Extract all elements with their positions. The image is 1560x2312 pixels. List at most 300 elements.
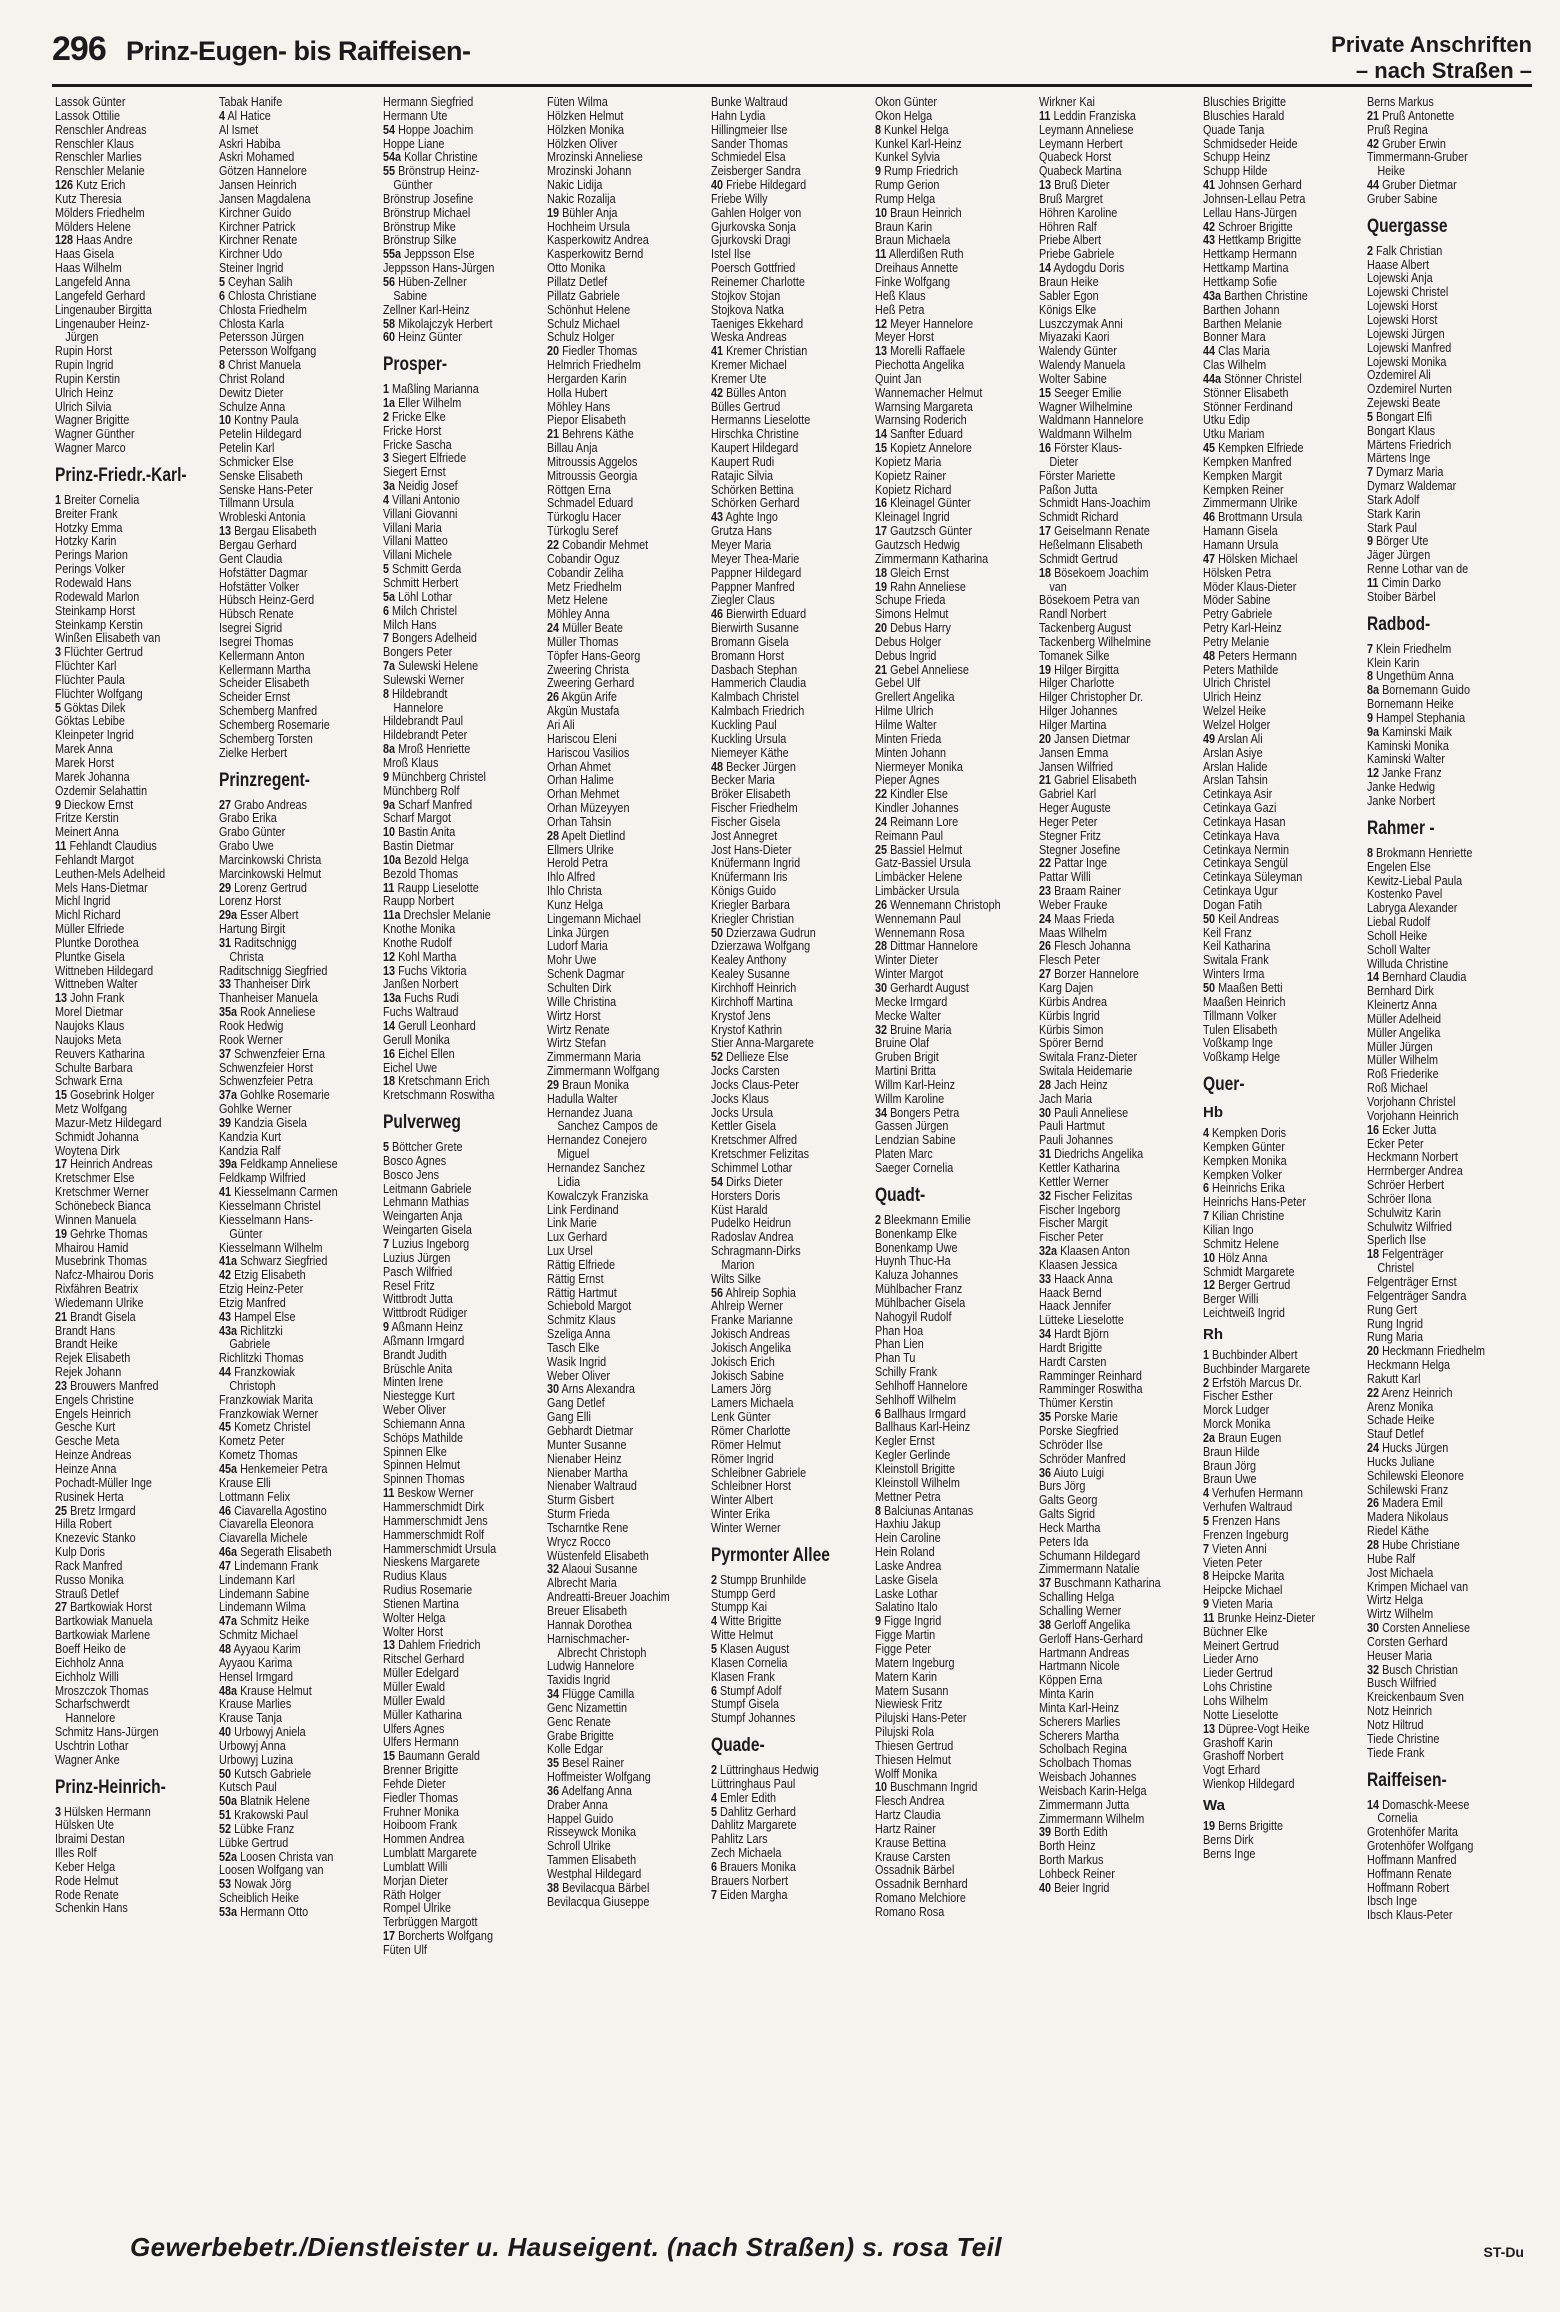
list-item	[1203, 262, 1366, 276]
resident-name: Holla Hubert	[547, 386, 608, 400]
list-item	[875, 1269, 1038, 1283]
list-item	[1367, 712, 1530, 726]
resident-name: Lojewski Christel	[1367, 286, 1449, 300]
list-item	[547, 110, 710, 124]
list-item	[1039, 1204, 1202, 1218]
list-item	[1367, 549, 1530, 563]
list-item	[1039, 1799, 1202, 1813]
list-item	[547, 456, 710, 470]
list-item	[1203, 1363, 1366, 1377]
resident-name: Königs Elke	[1039, 303, 1097, 317]
resident-name: Scholbach Thomas	[1039, 1757, 1132, 1771]
resident-name: Hensel Irmgard	[219, 1670, 294, 1684]
resident-name: Scholbach Regina	[1039, 1743, 1127, 1757]
list-item	[1367, 740, 1530, 754]
resident-name: Mroß Henriette	[398, 743, 471, 757]
house-number: 45	[219, 1421, 232, 1435]
resident-name: Lumblatt Margarete	[383, 1847, 477, 1861]
resident-name: Kohl Martha	[398, 950, 457, 964]
resident-name: Sturm Frieda	[547, 1508, 610, 1522]
list-item	[55, 1819, 218, 1833]
resident-name: Vieten Anni	[1212, 1542, 1267, 1556]
house-number: 41	[219, 1186, 232, 1200]
resident-name: Flesch Peter	[1039, 954, 1100, 968]
house-number: 6	[1203, 1182, 1210, 1196]
resident-name: Wennemann Paul	[875, 912, 961, 926]
list-item	[1039, 594, 1202, 608]
resident-name: Schleibner Horst	[711, 1480, 792, 1494]
house-number: 38	[1039, 1618, 1052, 1632]
resident-name: Dymarz Waldemar	[1367, 480, 1457, 494]
list-item	[55, 414, 218, 428]
resident-name: Grabo Günter	[219, 826, 286, 840]
list-item	[547, 788, 710, 802]
list-item	[1367, 1854, 1530, 1868]
list-item	[875, 705, 1038, 719]
resident-name: Barthen Christine	[1224, 289, 1308, 303]
resident-name: Zielke Herbert	[219, 746, 288, 760]
resident-name: Richlitzki	[240, 1324, 283, 1338]
list-item	[1039, 1508, 1202, 1522]
resident-name: Keil Andreas	[1218, 912, 1279, 926]
house-number: 30	[875, 982, 888, 995]
resident-name: Siegert Elfriede	[392, 452, 467, 466]
list-item	[383, 619, 546, 633]
resident-name: Schwenzfeier Erna	[234, 1047, 325, 1061]
resident-name: Apelt Dietlind	[561, 829, 626, 843]
resident-name: Lehmann Mathias	[383, 1196, 470, 1210]
house-number: 17	[383, 1930, 396, 1944]
list-item	[547, 996, 710, 1010]
house-number: 27	[219, 798, 232, 812]
list-item	[547, 1674, 710, 1688]
list-item	[1203, 1127, 1366, 1141]
resident-name: Kretschmer Felizitas	[711, 1148, 810, 1162]
list-item	[219, 428, 382, 442]
resident-name: Nienaber Waltraud	[547, 1480, 637, 1494]
list-item	[875, 1449, 1038, 1463]
resident-name: Busch Wilfried	[1367, 1677, 1437, 1691]
resident-name: Hochheim Ursula	[547, 220, 631, 234]
list-item	[55, 1408, 218, 1422]
resident-name: Hölzken Monika	[547, 123, 625, 137]
list-item	[1203, 110, 1366, 124]
list-item	[1367, 1124, 1530, 1138]
list-item	[1039, 193, 1202, 207]
list-item	[875, 1574, 1038, 1588]
resident-name: Chlosta Friedhelm	[219, 303, 307, 317]
list-item	[1203, 830, 1366, 844]
list-item	[1367, 151, 1530, 165]
resident-name: Stark Adolf	[1367, 493, 1420, 507]
list-item	[711, 802, 874, 816]
list-item	[875, 151, 1038, 165]
list-item	[875, 1107, 1038, 1121]
house-number: 17	[1039, 525, 1052, 539]
resident-name: Weber Oliver	[383, 1404, 447, 1418]
list-item	[711, 1819, 874, 1833]
list-item	[1367, 1331, 1530, 1345]
resident-name: Sehlhoff Hannelore	[875, 1379, 968, 1393]
house-number: 18	[1367, 1248, 1380, 1262]
resident-name: Hirschka Christine	[711, 428, 799, 442]
list-item	[547, 373, 710, 387]
list-item	[1203, 511, 1366, 525]
resident-name: Herold Petra	[547, 857, 608, 871]
house-number: 24	[1039, 912, 1052, 926]
resident-name: Kretschmann Erich	[398, 1075, 490, 1089]
house-number: 11	[1039, 109, 1051, 123]
resident-name: Sander Thomas	[711, 137, 788, 151]
resident-name: Ayyaou Karima	[219, 1656, 293, 1670]
list-item	[1203, 650, 1366, 664]
list-item	[711, 96, 874, 110]
resident-name: Cetinkaya Sengül	[1203, 857, 1288, 871]
resident-name: Hartz Rainer	[875, 1822, 936, 1836]
house-number: 4	[383, 493, 390, 507]
list-item	[383, 743, 546, 757]
resident-name: Scholl Walter	[1367, 943, 1431, 957]
resident-name: Peters Ida	[1039, 1535, 1089, 1549]
list-item	[383, 248, 546, 262]
list-item	[547, 1826, 710, 1840]
list-item	[383, 854, 546, 868]
list-item	[219, 1532, 382, 1546]
list-item	[1039, 1730, 1202, 1744]
list-item	[1367, 494, 1530, 508]
resident-name: Bastin Anita	[398, 826, 456, 840]
list-item	[219, 677, 382, 691]
resident-name: Kettler Werner	[1039, 1175, 1109, 1189]
list-item	[219, 1158, 382, 1172]
list-item	[1367, 1826, 1530, 1840]
resident-name: Möhley Anna	[547, 608, 610, 622]
resident-name: Erfstöh Marcus Dr.	[1212, 1376, 1302, 1390]
list-item	[383, 660, 546, 674]
house-number: 8	[1367, 846, 1374, 860]
resident-name: Kopietz Maria	[875, 455, 942, 469]
resident-name: Sabler Egon	[1039, 289, 1099, 303]
list-item	[219, 110, 382, 124]
house-number: 10	[1203, 1251, 1216, 1265]
resident-name: Lojewski Horst	[1367, 313, 1438, 327]
list-item	[875, 276, 1038, 290]
resident-name: Knüfermann Iris	[711, 871, 788, 885]
house-number: 11	[383, 881, 395, 895]
resident-name: Stegner Fritz	[1039, 829, 1102, 843]
house-number: 6	[219, 289, 226, 303]
list-item	[1039, 1467, 1202, 1481]
resident-name: Maas Wilhelm	[1039, 926, 1108, 940]
directory-column	[55, 96, 219, 2212]
resident-name: van	[1049, 580, 1067, 594]
resident-name: Brokmann Henriette	[1376, 846, 1473, 860]
list-item	[711, 124, 874, 138]
resident-name: Märtens Inge	[1367, 452, 1431, 466]
resident-name: Knothe Rudolf	[383, 936, 452, 950]
list-item	[547, 1287, 710, 1301]
list-item	[383, 1034, 546, 1048]
resident-name: Jansen Wilfried	[1039, 760, 1114, 774]
resident-name: Mitroussis Georgia	[547, 469, 638, 483]
list-item	[875, 1065, 1038, 1079]
resident-name: Cornelia	[1377, 1812, 1418, 1826]
resident-name: Borth Markus	[1039, 1854, 1104, 1868]
list-item	[219, 909, 382, 923]
resident-name: Scherers Martha	[1039, 1729, 1120, 1743]
list-item	[547, 1397, 710, 1411]
list-item	[1203, 1349, 1366, 1363]
resident-name: Gerhardt August	[890, 982, 969, 995]
list-item	[383, 1048, 546, 1062]
resident-name: Metz Wolfgang	[55, 1103, 128, 1117]
list-item	[55, 1103, 218, 1117]
resident-name: Christoph	[229, 1379, 276, 1393]
list-item	[711, 1889, 874, 1903]
list-item	[875, 1352, 1038, 1366]
resident-name: Scholl Heike	[1367, 929, 1428, 943]
list-item	[383, 1141, 546, 1155]
house-number: 42	[219, 1269, 232, 1283]
resident-name: Senske Elisabeth	[219, 469, 303, 483]
list-item	[711, 1190, 874, 1204]
resident-name: Gerull Leonhard	[398, 1020, 476, 1033]
resident-name: Pillatz Detlef	[547, 275, 608, 289]
list-item	[1203, 1196, 1366, 1210]
list-item	[1367, 591, 1530, 605]
list-item	[55, 1671, 218, 1685]
house-number: 30	[547, 1383, 560, 1397]
resident-name: Ulrich Christel	[1203, 677, 1271, 691]
resident-name: Heckmann Helga	[1367, 1359, 1451, 1373]
resident-name: Jäger Jürgen	[1367, 549, 1431, 563]
list-item	[1039, 1342, 1202, 1356]
resident-name: Miyazaki Kaori	[1039, 331, 1110, 345]
house-number: 37	[219, 1047, 232, 1061]
resident-name: Keil Franz	[1203, 926, 1252, 940]
resident-name: Schiebold Margot	[547, 1300, 632, 1314]
resident-name: Wrobleski Antonia	[219, 511, 306, 525]
list-item	[1367, 1068, 1530, 1082]
list-item	[55, 715, 218, 729]
resident-name: Hommen Andrea	[383, 1833, 465, 1847]
list-item	[219, 978, 382, 992]
resident-name: Roß Friederike	[1367, 1068, 1439, 1082]
resident-name: Leymann Herbert	[1039, 137, 1123, 151]
list-item	[383, 1210, 546, 1224]
house-number: 10a	[383, 853, 402, 867]
list-item	[711, 1397, 874, 1411]
list-item	[875, 165, 1038, 179]
resident-name: Kasperkowitz Andrea	[547, 234, 649, 248]
resident-name: Cetinkaya Asir	[1203, 788, 1273, 802]
list-item	[1203, 1293, 1366, 1307]
list-item	[219, 636, 382, 650]
list-item	[1203, 331, 1366, 345]
resident-name: Dahlitz Margarete	[711, 1819, 797, 1833]
list-item	[1039, 539, 1202, 553]
resident-name: Rupin Kerstin	[55, 372, 121, 386]
resident-name: Märtens Friedrich	[1367, 438, 1452, 452]
resident-name: Flügge Camilla	[562, 1688, 635, 1702]
resident-name: Münchberg Christel	[392, 770, 486, 784]
list-item	[55, 1034, 218, 1048]
house-number: 31	[1039, 1148, 1052, 1162]
list-item	[711, 650, 874, 664]
resident-name: Bruine Maria	[890, 1023, 952, 1037]
list-item	[875, 1781, 1038, 1795]
resident-name: Thanheiser Manuela	[219, 992, 318, 1006]
resident-name: Kempken Elfriede	[1218, 442, 1304, 456]
resident-name: Orhan Tahsin	[547, 815, 612, 829]
resident-name: Galts Sigrid	[1039, 1508, 1095, 1522]
resident-name: Lorenz Horst	[219, 895, 282, 909]
list-item	[383, 1075, 546, 1089]
resident-name: Zimmermann Wilhelm	[1039, 1812, 1145, 1826]
resident-name: Cobandir Zeliha	[547, 566, 624, 580]
resident-name: Schmiedel Elsa	[711, 151, 786, 165]
list-item	[875, 1162, 1038, 1176]
resident-name: Heinrichs Hans-Peter	[1203, 1196, 1306, 1210]
resident-name: Brunke Heinz-Dieter	[1217, 1611, 1315, 1625]
list-item	[55, 646, 218, 660]
list-item	[711, 1494, 874, 1508]
list-item	[383, 1792, 546, 1806]
resident-name: Askri Habiba	[219, 137, 281, 151]
resident-name: Heike	[1377, 165, 1406, 179]
resident-name: Lassok Ottilie	[55, 109, 121, 123]
resident-name: Jansen Heinrich	[219, 179, 297, 193]
house-number: 41a	[219, 1255, 238, 1269]
directory-column	[383, 96, 547, 2212]
list-item	[55, 965, 218, 979]
list-item	[547, 1162, 710, 1176]
list-item	[1367, 1553, 1530, 1567]
list-item	[219, 1145, 382, 1159]
resident-name: Füten Wilma	[547, 96, 608, 109]
resident-name: Scharf Manfred	[398, 798, 473, 812]
resident-name: Hucks Juliane	[1367, 1455, 1435, 1469]
list-item	[1203, 899, 1366, 913]
resident-name: Andreatti-Breuer Joachim	[547, 1591, 670, 1605]
list-item	[711, 1875, 874, 1889]
list-item	[1367, 1456, 1530, 1470]
list-item	[1203, 124, 1366, 138]
resident-name: Gesche Kurt	[55, 1421, 116, 1435]
resident-name: Schmidt Margarete	[1203, 1265, 1295, 1279]
house-number: 32	[547, 1563, 560, 1577]
list-item	[55, 96, 218, 110]
resident-name: Fischer Friedhelm	[711, 802, 798, 816]
house-number: 41	[1203, 179, 1216, 193]
list-item	[55, 1875, 218, 1889]
resident-name: Gruber Erwin	[1382, 137, 1446, 151]
resident-name: Brandt Gisela	[70, 1310, 136, 1324]
resident-name: Porske Marie	[1054, 1411, 1118, 1425]
resident-name: Kunz Helga	[547, 898, 603, 912]
resident-name: Borth Edith	[1054, 1826, 1108, 1840]
list-item	[547, 1273, 710, 1287]
list-item	[383, 1196, 546, 1210]
list-item	[547, 816, 710, 830]
resident-name: Brandt Judith	[383, 1348, 447, 1362]
list-item	[1039, 996, 1202, 1010]
resident-name: Schmidseder Heide	[1203, 137, 1298, 151]
list-item	[383, 1902, 546, 1916]
list-item	[1367, 861, 1530, 875]
list-item	[55, 951, 218, 965]
resident-name: Kunkel Karl-Heinz	[875, 137, 962, 151]
resident-name: Buchbinder Margarete	[1203, 1362, 1311, 1376]
list-item	[1203, 857, 1366, 871]
resident-name: Dreihaus Annette	[875, 262, 959, 276]
resident-name: Resel Fritz	[383, 1279, 435, 1293]
list-item	[1039, 1757, 1202, 1771]
list-item	[711, 442, 874, 456]
resident-name: Schönhut Helene	[547, 303, 631, 317]
list-item	[383, 1446, 546, 1460]
resident-name: Hülsken Hermann	[64, 1805, 151, 1819]
resident-name: Hammerschmidt Dirk	[383, 1501, 485, 1514]
resident-name: Walendy Manuela	[1039, 359, 1126, 373]
resident-name: Bülles Gertrud	[711, 400, 781, 414]
list-item	[1367, 1812, 1531, 1826]
resident-name: Janke Franz	[1382, 767, 1442, 781]
resident-name: Weingarten Gisela	[383, 1224, 472, 1238]
list-item	[547, 1730, 710, 1744]
list-item	[1367, 1719, 1530, 1733]
resident-name: Kirchhoff Martina	[711, 995, 793, 1009]
list-item	[383, 1155, 546, 1169]
list-item	[547, 442, 710, 456]
list-item	[875, 802, 1038, 816]
list-item	[711, 248, 874, 262]
list-item	[383, 193, 546, 207]
list-item	[711, 594, 874, 608]
list-item	[383, 1307, 546, 1321]
list-item	[55, 978, 218, 992]
resident-name: Hermann Siegfried	[383, 96, 474, 109]
list-item	[219, 1906, 382, 1920]
list-item	[875, 996, 1038, 1010]
resident-name: Hein Roland	[875, 1546, 935, 1560]
resident-name: Förster Klaus-	[1054, 442, 1123, 456]
resident-name: Thümer Kerstin	[1039, 1397, 1114, 1411]
resident-name: Müller Wilhelm	[1367, 1054, 1439, 1068]
resident-name: Braun Hilde	[1203, 1445, 1260, 1459]
list-item	[547, 1563, 710, 1577]
house-number: 47	[1203, 552, 1216, 566]
resident-name: Thiesen Gertrud	[875, 1739, 954, 1753]
resident-name: Leddin Franziska	[1053, 109, 1136, 123]
list-item	[219, 1685, 382, 1699]
resident-name: Jürgen	[65, 331, 99, 345]
list-item	[1203, 359, 1366, 373]
list-item	[55, 1574, 218, 1588]
list-item	[1367, 1193, 1530, 1207]
resident-name: Quint Jan	[875, 372, 922, 386]
list-item	[1203, 968, 1366, 982]
house-number: 15	[55, 1089, 68, 1103]
list-item	[875, 1740, 1038, 1754]
list-item	[55, 1394, 218, 1408]
resident-name: Cobandir Oguz	[547, 552, 620, 566]
list-item	[383, 1667, 546, 1681]
list-item	[383, 688, 546, 702]
resident-name: Kometz Christel	[234, 1421, 311, 1435]
resident-name: Metz Helene	[547, 594, 608, 608]
resident-name: Jost Annegret	[711, 829, 778, 843]
